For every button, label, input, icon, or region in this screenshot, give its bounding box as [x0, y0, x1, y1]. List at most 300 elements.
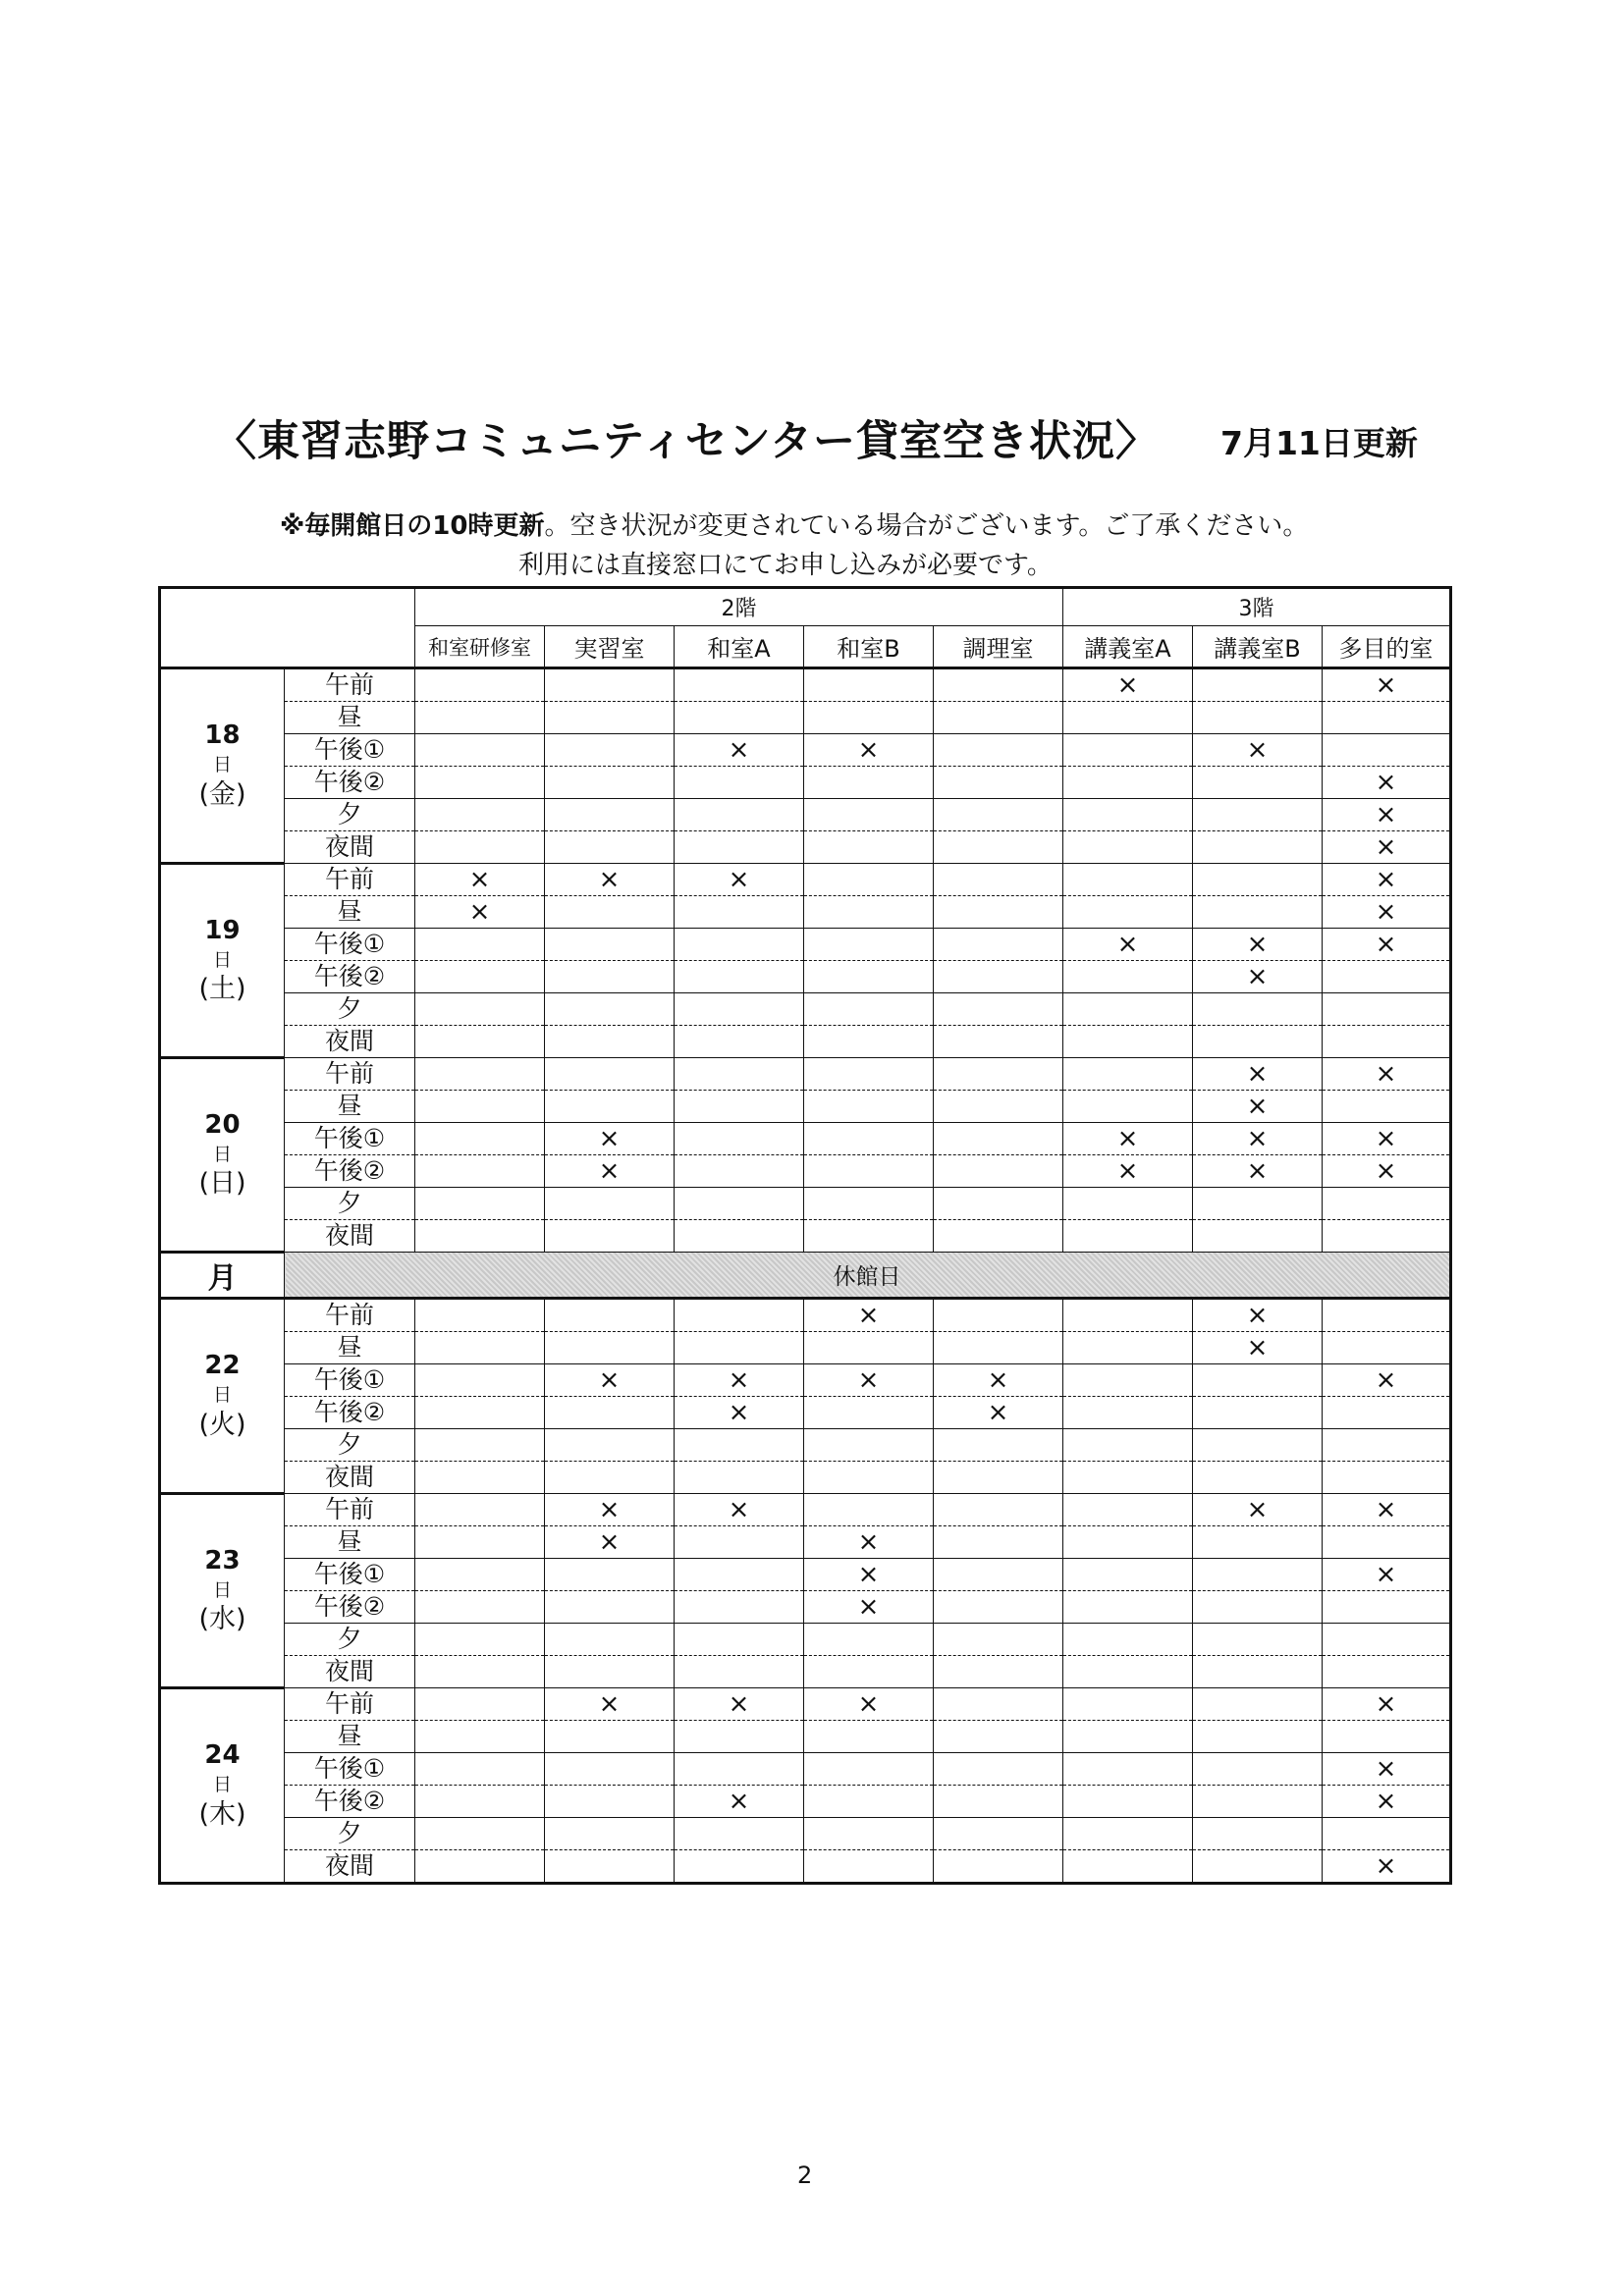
- available-cell: [415, 1220, 545, 1253]
- available-cell: [934, 993, 1063, 1026]
- available-cell: [415, 799, 545, 831]
- available-cell: [1063, 1462, 1193, 1494]
- room-header: 和室研修室: [415, 626, 545, 668]
- available-cell: [1063, 734, 1193, 767]
- time-slot-label: 午後①: [285, 1559, 415, 1591]
- page-number: 2: [797, 2162, 813, 2189]
- available-cell: [934, 1188, 1063, 1220]
- time-slot-label: 昼: [285, 702, 415, 734]
- schedule-row: [160, 1429, 1451, 1462]
- time-slot-label: 昼: [285, 1526, 415, 1559]
- schedule-row: [160, 1091, 1451, 1123]
- time-slot-label: 夜間: [285, 1220, 415, 1253]
- available-cell: [545, 767, 675, 799]
- schedule-row: [160, 1462, 1451, 1494]
- schedule-row: [160, 1688, 1451, 1721]
- booked-cell: ×: [1323, 1364, 1451, 1397]
- booked-cell: ×: [1323, 831, 1451, 864]
- application-note: 利用には直接窓口にてお申し込みが必要です。: [518, 551, 1053, 580]
- availability-table: [158, 586, 1452, 1885]
- schedule-row: [160, 993, 1451, 1026]
- available-cell: [1193, 1786, 1323, 1818]
- available-cell: [415, 961, 545, 993]
- available-cell: [804, 1220, 934, 1253]
- time-slot-label: 夕: [285, 799, 415, 831]
- available-cell: [675, 1332, 804, 1364]
- available-cell: [1063, 767, 1193, 799]
- schedule-row: [160, 1220, 1451, 1253]
- available-cell: [675, 1753, 804, 1786]
- booked-cell: ×: [1193, 1058, 1323, 1091]
- available-cell: [934, 1753, 1063, 1786]
- room-header: 実習室: [545, 626, 675, 668]
- day-header: [160, 668, 285, 864]
- room-header: 講義室B: [1193, 626, 1323, 668]
- available-cell: [415, 1494, 545, 1526]
- available-cell: [675, 1559, 804, 1591]
- available-cell: [1323, 1818, 1451, 1850]
- booked-cell: ×: [1323, 1155, 1451, 1188]
- available-cell: [934, 734, 1063, 767]
- day-number: 18: [204, 721, 241, 751]
- table-corner: [160, 588, 415, 668]
- time-slot-label: 夕: [285, 1188, 415, 1220]
- weekday: (木): [198, 1798, 246, 1830]
- available-cell: [1323, 1721, 1451, 1753]
- available-cell: [675, 929, 804, 961]
- available-cell: [934, 1332, 1063, 1364]
- time-slot-label: 午前: [285, 1688, 415, 1721]
- available-cell: [1063, 1364, 1193, 1397]
- schedule-row: [160, 668, 1451, 702]
- booked-cell: ×: [415, 864, 545, 896]
- booked-cell: ×: [1323, 1688, 1451, 1721]
- closed-day-label: 月: [160, 1253, 285, 1299]
- time-slot-label: 午後②: [285, 961, 415, 993]
- booked-cell: ×: [1063, 1123, 1193, 1155]
- available-cell: [545, 1559, 675, 1591]
- available-cell: [675, 1026, 804, 1058]
- available-cell: [804, 1624, 934, 1656]
- available-cell: [934, 1850, 1063, 1884]
- booked-cell: ×: [804, 1299, 934, 1332]
- available-cell: [545, 1591, 675, 1624]
- available-cell: [1063, 1656, 1193, 1688]
- booked-cell: ×: [675, 1494, 804, 1526]
- available-cell: [545, 831, 675, 864]
- booked-cell: ×: [1063, 1155, 1193, 1188]
- available-cell: [804, 1332, 934, 1364]
- schedule-row: [160, 799, 1451, 831]
- available-cell: [804, 702, 934, 734]
- time-slot-label: 昼: [285, 1091, 415, 1123]
- available-cell: [1323, 1429, 1451, 1462]
- available-cell: [1063, 993, 1193, 1026]
- available-cell: [804, 1188, 934, 1220]
- schedule-row: [160, 767, 1451, 799]
- schedule-row: [160, 1850, 1451, 1884]
- available-cell: [675, 1526, 804, 1559]
- day-unit: 日: [212, 1384, 232, 1406]
- booked-cell: ×: [804, 1559, 934, 1591]
- available-cell: [1323, 1526, 1451, 1559]
- available-cell: [934, 799, 1063, 831]
- time-slot-label: 午後①: [285, 1123, 415, 1155]
- available-cell: [415, 1850, 545, 1884]
- available-cell: [545, 1188, 675, 1220]
- available-cell: [1323, 993, 1451, 1026]
- available-cell: [415, 1526, 545, 1559]
- schedule-row: [160, 1591, 1451, 1624]
- room-header: 和室B: [804, 626, 934, 668]
- available-cell: [415, 1397, 545, 1429]
- available-cell: [934, 1299, 1063, 1332]
- available-cell: [934, 864, 1063, 896]
- booked-cell: ×: [675, 1786, 804, 1818]
- available-cell: [934, 831, 1063, 864]
- day-number: 24: [204, 1740, 241, 1771]
- schedule-row: [160, 864, 1451, 896]
- available-cell: [804, 1786, 934, 1818]
- time-slot-label: 午後②: [285, 1786, 415, 1818]
- day-unit: 日: [212, 1578, 232, 1601]
- available-cell: [934, 961, 1063, 993]
- available-cell: [415, 1753, 545, 1786]
- available-cell: [1193, 702, 1323, 734]
- schedule-body: [160, 668, 1451, 1884]
- available-cell: [545, 1220, 675, 1253]
- booked-cell: ×: [1193, 734, 1323, 767]
- booked-cell: ×: [1193, 1494, 1323, 1526]
- available-cell: [804, 1494, 934, 1526]
- schedule-row: [160, 734, 1451, 767]
- booked-cell: ×: [675, 1364, 804, 1397]
- available-cell: [415, 1818, 545, 1850]
- available-cell: [804, 767, 934, 799]
- floor-2-header: 2階: [415, 588, 1063, 626]
- available-cell: [545, 1058, 675, 1091]
- day-unit: 日: [212, 948, 232, 971]
- available-cell: [804, 1753, 934, 1786]
- available-cell: [545, 1462, 675, 1494]
- available-cell: [1323, 1220, 1451, 1253]
- schedule-row: [160, 1818, 1451, 1850]
- time-slot-label: 午前: [285, 864, 415, 896]
- schedule-row: [160, 1155, 1451, 1188]
- booked-cell: ×: [545, 1123, 675, 1155]
- available-cell: [1193, 1688, 1323, 1721]
- available-cell: [1193, 1462, 1323, 1494]
- available-cell: [415, 1058, 545, 1091]
- available-cell: [934, 668, 1063, 702]
- available-cell: [804, 799, 934, 831]
- available-cell: [675, 831, 804, 864]
- time-slot-label: 午前: [285, 1058, 415, 1091]
- available-cell: [804, 1462, 934, 1494]
- time-slot-label: 午前: [285, 1299, 415, 1332]
- available-cell: [934, 1559, 1063, 1591]
- available-cell: [804, 896, 934, 929]
- available-cell: [545, 799, 675, 831]
- available-cell: [545, 1397, 675, 1429]
- time-slot-label: 午後①: [285, 734, 415, 767]
- schedule-row: [160, 1786, 1451, 1818]
- available-cell: [804, 993, 934, 1026]
- available-cell: [934, 1155, 1063, 1188]
- schedule-row: [160, 929, 1451, 961]
- schedule-row: [160, 1123, 1451, 1155]
- booked-cell: ×: [1193, 1155, 1323, 1188]
- available-cell: [1193, 1364, 1323, 1397]
- available-cell: [545, 1624, 675, 1656]
- available-cell: [934, 1624, 1063, 1656]
- available-cell: [675, 1818, 804, 1850]
- available-cell: [545, 929, 675, 961]
- available-cell: [1193, 1591, 1323, 1624]
- time-slot-label: 昼: [285, 896, 415, 929]
- available-cell: [934, 1091, 1063, 1123]
- time-slot-label: 夕: [285, 1429, 415, 1462]
- available-cell: [804, 831, 934, 864]
- available-cell: [545, 1850, 675, 1884]
- available-cell: [1063, 1091, 1193, 1123]
- available-cell: [1193, 1188, 1323, 1220]
- available-cell: [934, 767, 1063, 799]
- available-cell: [545, 1332, 675, 1364]
- available-cell: [934, 1526, 1063, 1559]
- available-cell: [675, 702, 804, 734]
- available-cell: [415, 1091, 545, 1123]
- time-slot-label: 午後①: [285, 929, 415, 961]
- available-cell: [415, 1155, 545, 1188]
- day-header: [160, 1058, 285, 1253]
- available-cell: [675, 1058, 804, 1091]
- available-cell: [415, 929, 545, 961]
- booked-cell: ×: [1193, 1091, 1323, 1123]
- booked-cell: ×: [934, 1397, 1063, 1429]
- booked-cell: ×: [804, 1526, 934, 1559]
- available-cell: [675, 1188, 804, 1220]
- available-cell: [1063, 1299, 1193, 1332]
- update-note: [280, 506, 1308, 542]
- available-cell: [545, 993, 675, 1026]
- available-cell: [934, 1591, 1063, 1624]
- booked-cell: ×: [675, 734, 804, 767]
- schedule-row: [160, 1299, 1451, 1332]
- available-cell: [804, 1091, 934, 1123]
- available-cell: [1063, 1721, 1193, 1753]
- available-cell: [1063, 702, 1193, 734]
- available-cell: [1193, 896, 1323, 929]
- available-cell: [1063, 1220, 1193, 1253]
- schedule-row: [160, 1494, 1451, 1526]
- available-cell: [1323, 702, 1451, 734]
- booked-cell: ×: [1323, 864, 1451, 896]
- available-cell: [1063, 1188, 1193, 1220]
- available-cell: [934, 1494, 1063, 1526]
- available-cell: [545, 1753, 675, 1786]
- available-cell: [415, 767, 545, 799]
- schedule-row: [160, 1656, 1451, 1688]
- available-cell: [1063, 1850, 1193, 1884]
- room-header: 講義室A: [1063, 626, 1193, 668]
- available-cell: [675, 1429, 804, 1462]
- available-cell: [804, 1058, 934, 1091]
- available-cell: [545, 1091, 675, 1123]
- booked-cell: ×: [1323, 1753, 1451, 1786]
- available-cell: [545, 1026, 675, 1058]
- available-cell: [1063, 961, 1193, 993]
- day-header: [160, 1688, 285, 1884]
- closed-day-row: [160, 1253, 1451, 1299]
- available-cell: [675, 1656, 804, 1688]
- available-cell: [804, 1721, 934, 1753]
- schedule-row: [160, 1188, 1451, 1220]
- booked-cell: ×: [1323, 767, 1451, 799]
- available-cell: [1323, 1299, 1451, 1332]
- updated-date: 7月11日更新: [1220, 424, 1418, 462]
- available-cell: [1323, 734, 1451, 767]
- available-cell: [1193, 1624, 1323, 1656]
- available-cell: [545, 1721, 675, 1753]
- booked-cell: ×: [675, 1688, 804, 1721]
- available-cell: [1193, 1429, 1323, 1462]
- available-cell: [545, 1299, 675, 1332]
- room-header: 調理室: [934, 626, 1063, 668]
- available-cell: [415, 1299, 545, 1332]
- available-cell: [1193, 767, 1323, 799]
- time-slot-label: 夕: [285, 1624, 415, 1656]
- booked-cell: ×: [545, 1526, 675, 1559]
- available-cell: [934, 1429, 1063, 1462]
- booked-cell: ×: [1193, 961, 1323, 993]
- booked-cell: ×: [1323, 1123, 1451, 1155]
- available-cell: [675, 961, 804, 993]
- available-cell: [415, 1559, 545, 1591]
- available-cell: [1193, 864, 1323, 896]
- weekday: (日): [198, 1168, 246, 1200]
- time-slot-label: 午後①: [285, 1753, 415, 1786]
- available-cell: [415, 1364, 545, 1397]
- available-cell: [1063, 1058, 1193, 1091]
- time-slot-label: 昼: [285, 1721, 415, 1753]
- available-cell: [1323, 1624, 1451, 1656]
- available-cell: [1323, 961, 1451, 993]
- available-cell: [1193, 1850, 1323, 1884]
- available-cell: [1063, 864, 1193, 896]
- available-cell: [545, 734, 675, 767]
- time-slot-label: 夜間: [285, 1656, 415, 1688]
- booked-cell: ×: [1323, 1850, 1451, 1884]
- booked-cell: ×: [934, 1364, 1063, 1397]
- time-slot-label: 夜間: [285, 1462, 415, 1494]
- available-cell: [804, 961, 934, 993]
- available-cell: [1193, 1559, 1323, 1591]
- available-cell: [415, 1188, 545, 1220]
- available-cell: [415, 1429, 545, 1462]
- available-cell: [545, 1786, 675, 1818]
- available-cell: [1193, 1721, 1323, 1753]
- available-cell: [1063, 1397, 1193, 1429]
- room-header: 多目的室: [1323, 626, 1451, 668]
- time-slot-label: 午後②: [285, 1397, 415, 1429]
- available-cell: [415, 1786, 545, 1818]
- available-cell: [675, 1091, 804, 1123]
- schedule-row: [160, 1526, 1451, 1559]
- booked-cell: ×: [545, 864, 675, 896]
- available-cell: [934, 1462, 1063, 1494]
- available-cell: [934, 929, 1063, 961]
- available-cell: [1063, 1624, 1193, 1656]
- schedule-row: [160, 961, 1451, 993]
- booked-cell: ×: [1323, 929, 1451, 961]
- day-header: [160, 1494, 285, 1688]
- available-cell: [675, 1721, 804, 1753]
- available-cell: [1063, 1526, 1193, 1559]
- day-number: 19: [204, 915, 241, 945]
- available-cell: [415, 1591, 545, 1624]
- schedule-row: [160, 1397, 1451, 1429]
- available-cell: [1323, 1091, 1451, 1123]
- schedule-row: [160, 1026, 1451, 1058]
- schedule-row: [160, 1753, 1451, 1786]
- weekday: (金): [198, 778, 246, 810]
- time-slot-label: 夜間: [285, 1850, 415, 1884]
- available-cell: [1063, 1786, 1193, 1818]
- time-slot-label: 午前: [285, 668, 415, 702]
- available-cell: [415, 1332, 545, 1364]
- available-cell: [1193, 831, 1323, 864]
- day-unit: 日: [212, 1143, 232, 1165]
- schedule-row: [160, 1332, 1451, 1364]
- available-cell: [675, 1591, 804, 1624]
- booked-cell: ×: [545, 1364, 675, 1397]
- available-cell: [545, 668, 675, 702]
- available-cell: [415, 1624, 545, 1656]
- available-cell: [1063, 1494, 1193, 1526]
- booked-cell: ×: [675, 1397, 804, 1429]
- day-header: [160, 1299, 285, 1494]
- available-cell: [415, 1656, 545, 1688]
- available-cell: [1063, 1753, 1193, 1786]
- available-cell: [675, 1155, 804, 1188]
- day-unit: 日: [212, 1774, 232, 1795]
- available-cell: [934, 1721, 1063, 1753]
- room-header: 和室A: [675, 626, 804, 668]
- booked-cell: ×: [1323, 1494, 1451, 1526]
- day-unit: 日: [212, 754, 232, 775]
- available-cell: [934, 1656, 1063, 1688]
- available-cell: [545, 1656, 675, 1688]
- time-slot-label: 午後②: [285, 1155, 415, 1188]
- available-cell: [1063, 1026, 1193, 1058]
- available-cell: [415, 1688, 545, 1721]
- booked-cell: ×: [1323, 896, 1451, 929]
- available-cell: [1063, 1591, 1193, 1624]
- schedule-row: [160, 1559, 1451, 1591]
- available-cell: [675, 1299, 804, 1332]
- available-cell: [934, 1058, 1063, 1091]
- update-note-text: 。空き状況が変更されている場合がございます。ご了承ください。: [544, 511, 1309, 541]
- available-cell: [415, 1026, 545, 1058]
- booked-cell: ×: [1193, 1123, 1323, 1155]
- available-cell: [1323, 1026, 1451, 1058]
- available-cell: [675, 799, 804, 831]
- available-cell: [1323, 1188, 1451, 1220]
- booked-cell: ×: [1063, 929, 1193, 961]
- available-cell: [1063, 1429, 1193, 1462]
- floor-3-header: 3階: [1063, 588, 1451, 626]
